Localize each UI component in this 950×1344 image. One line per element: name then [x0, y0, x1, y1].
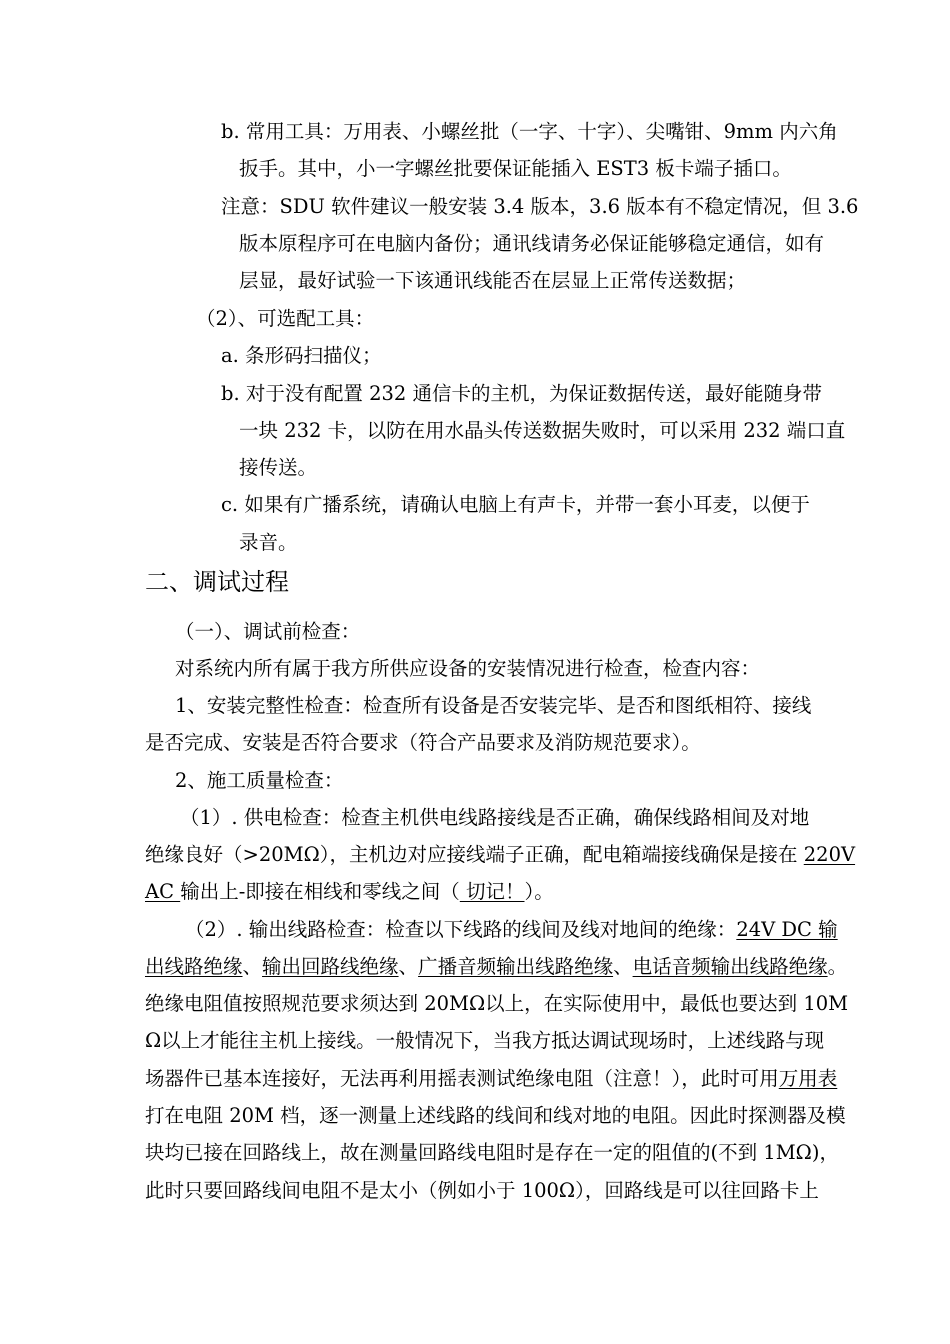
output-check-line2 — [145, 953, 847, 981]
check2-heading: 2、施工质量检查： — [175, 769, 344, 792]
output-check-line5 — [145, 1065, 837, 1093]
voltage-ac: AC — [145, 880, 181, 903]
output-line-insulation: 出线路绝缘 — [145, 955, 243, 978]
voltage-220v: 220V — [803, 843, 856, 866]
output-check-line6: 打在电阻 20M 档，逐一测量上述线路的线间和线对地的电阻。因此时探测器及模 — [145, 1104, 846, 1127]
check1-line2: 是否完成、安装是否符合要求（符合产品要求及消防规范要求）。 — [145, 731, 701, 754]
separator: 、 — [613, 955, 633, 978]
output-check-line8: 此时只要回路线间电阻不是太小（例如小于 100Ω），回路线是可以往回路卡上 — [145, 1179, 819, 1202]
sentence-end: 。 — [827, 955, 848, 978]
output-check-line1 — [185, 916, 838, 944]
output-check-line7: 块均已接在回路线上，故在测量回路线电阻时是存在一定的阻值的(不到 1MΩ)， — [145, 1141, 839, 1164]
note-line3: 层显，最好试验一下该通讯线能否在层显上正常传送数据； — [239, 269, 747, 292]
tool-item-b-line1: b. 常用工具：万用表、小螺丝批（一字、十字）、尖嘴钳、9mm 内六角 — [221, 120, 838, 143]
power-line2-text: 绝缘良好（>20MΩ），主机边对应接线端子正确，配电箱端接线确保是接在 — [145, 843, 804, 866]
output-line5-text: 场器件已基本连接好，无法再利用摇表测试绝缘电阻（注意！），此时可用 — [145, 1067, 779, 1090]
power-line3-end: ）。 — [524, 880, 554, 903]
optional-item-a: a. 条形码扫描仪； — [221, 344, 382, 367]
note-line2: 版本原程序可在电脑内备份；通讯线请务必保证能够稳定通信，如有 — [239, 232, 825, 255]
output-loop-insulation: 输出回路线绝缘 — [262, 955, 399, 978]
optional-item-b-line3: 接传送。 — [239, 456, 318, 479]
check1-line1: 1、安装完整性检查：检查所有设备是否安装完毕、是否和图纸相符、接线 — [175, 694, 812, 717]
separator: 、 — [398, 955, 419, 978]
intro-paragraph: 对系统内所有属于我方所供应设备的安装情况进行检查，检查内容： — [175, 657, 761, 680]
remember-note: 切记！ — [459, 880, 525, 903]
telephone-audio-insulation: 电话音频输出线路绝缘 — [632, 955, 828, 978]
optional-item-c-line1: c. 如果有广播系统，请确认电脑上有声卡，并带一套小耳麦，以便于 — [221, 493, 810, 516]
output-check-line4: Ω以上才能往主机上接线。一般情况下，当我方抵达调试现场时，上述线路与现 — [145, 1029, 825, 1052]
optional-item-b-line1: b. 对于没有配置 232 通信卡的主机，为保证数据传送，最好能随身带 — [221, 382, 822, 405]
note-line1: 注意：SDU 软件建议一般安装 3.4 版本，3.6 版本有不稳定情况，但 3.6 — [221, 195, 859, 218]
output-line1-text: （2）. 输出线路检查：检查以下线路的线间及线对地间的绝缘： — [185, 918, 737, 941]
broadcast-audio-insulation: 广播音频输出线路绝缘 — [418, 955, 614, 978]
separator: 、 — [242, 955, 263, 978]
power-check-line3 — [145, 878, 554, 906]
tool-item-b-line2: 扳手。其中，小一字螺丝批要保证能插入 EST3 板卡端子插口。 — [239, 157, 792, 180]
optional-item-c-line2: 录音。 — [239, 531, 298, 554]
power-line3-text: 输出上-即接在相线和零线之间（ — [180, 880, 460, 903]
power-check-line2 — [145, 841, 855, 869]
optional-tools-heading: （2）、可选配工具： — [196, 307, 375, 330]
optional-item-b-line2: 一块 232 卡，以防在用水晶头传送数据失败时，可以采用 232 端口直 — [239, 419, 846, 442]
dc24v-output: 24V DC 输 — [736, 918, 838, 941]
output-check-line3: 绝缘电阻值按照规范要求须达到 20MΩ以上，在实际使用中，最低也要达到 10M — [145, 992, 849, 1015]
power-check-line1: （1）. 供电检查：检查主机供电线路接线是否正确，确保线路相间及对地 — [180, 806, 810, 829]
multimeter: 万用表 — [778, 1067, 838, 1090]
sub-heading-pre-check: （一）、调试前检查： — [175, 620, 361, 643]
section-title: 二、调试过程 — [145, 568, 289, 596]
